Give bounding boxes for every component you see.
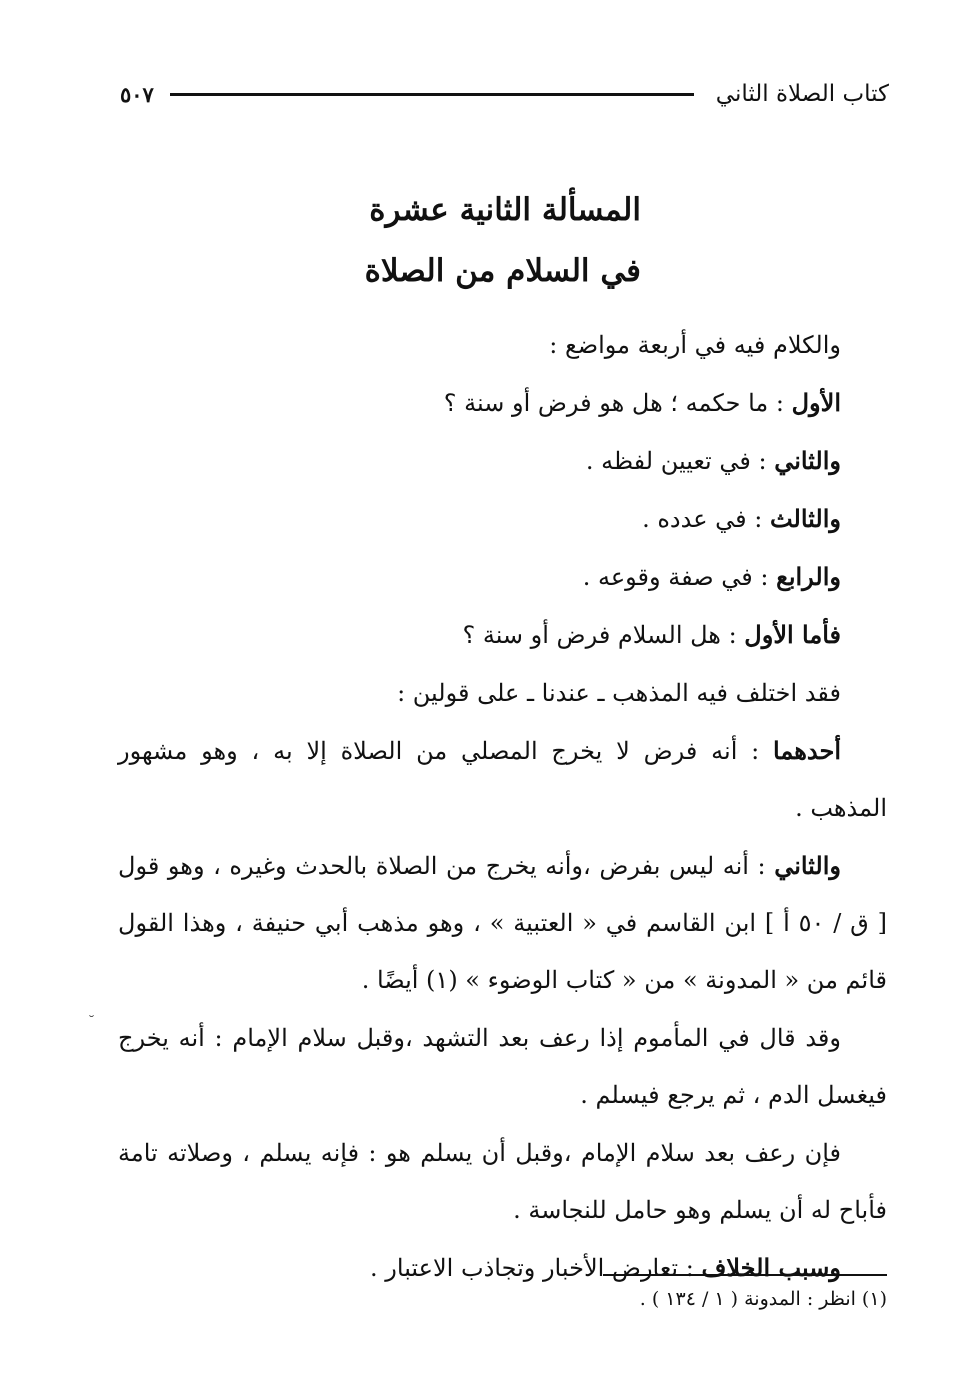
paragraph-lead: فأما الأول: [744, 620, 841, 649]
paragraph-lead: وسبب الخلاف: [701, 1253, 841, 1282]
footnote: (١) انظر : المدونة ( ١ / ١٣٤ ) .: [639, 1288, 887, 1310]
paragraph: [118, 374, 887, 432]
paragraph: [118, 316, 887, 374]
margin-mark: ˘: [88, 1014, 95, 1030]
body-text: [118, 316, 887, 1297]
paragraph-text: : هل السلام فرض أو سنة ؟: [462, 621, 745, 649]
chapter-subtitle: في السلام من الصلاة: [364, 253, 641, 289]
page-number: ٥٠٧: [120, 81, 154, 107]
paragraph: [118, 490, 887, 548]
footnote-rule: [603, 1274, 887, 1276]
chapter-title: المسألة الثانية عشرة: [369, 192, 641, 228]
paragraph-text: وقد قال في المأموم إذا رعف بعد التشهد ،وقبل سلام الإمام : أنه يخرج فيغسل الدم ، ثم يرجع فيسلم .: [118, 1024, 887, 1109]
paragraph-lead: والثاني: [774, 851, 841, 880]
paragraph-text: : أنه ليس بفرض ،وأنه يخرج من الصلاة بالحدث وغيره ، وهو قول [ ق / ٥٠ أ ] ابن القاسم في « العتبية » ، وهو مذهب أبي حنيفة ، وهذا القول قائم من « المدونة » من « كتاب الوضوء » (١) أيضًا .: [118, 852, 887, 994]
paragraph: [118, 1124, 887, 1239]
paragraph: [118, 1009, 887, 1124]
paragraph-text: فإن رعف بعد سلام الإمام ،وقبل أن يسلم هو : فإنه يسلم ، وصلاته تامة فأباح له أن يسلم وهو حامل للنجاسة .: [118, 1139, 887, 1224]
running-header: [120, 74, 889, 114]
paragraph-text: : أنه فرض لا يخرج المصلي من الصلاة إلا به ، وهو مشهور المذهب .: [118, 737, 887, 822]
paragraph-lead: الأول: [791, 388, 841, 417]
paragraph: [118, 722, 887, 837]
paragraph: [118, 432, 887, 490]
paragraph-lead: أحدهما: [773, 736, 841, 765]
running-title: كتاب الصلاة الثاني: [715, 81, 889, 107]
paragraph-text: والكلام فيه في أربعة مواضع :: [549, 331, 841, 359]
paragraph: [118, 548, 887, 606]
paragraph-text: فقد اختلف فيه المذهب ـ عندنا ـ على قولين :: [397, 679, 841, 707]
paragraph-text: : ما حكمه ؛ هل هو فرض أو سنة ؟: [443, 389, 792, 417]
header-rule: [170, 93, 694, 96]
paragraph-lead: والثالث: [769, 504, 841, 533]
paragraph-lead: والرابع: [776, 562, 841, 591]
paragraph-text: : في عدده .: [642, 505, 770, 533]
paragraph-text: : في تعيين لفظه .: [585, 447, 775, 475]
paragraph: [118, 837, 887, 1009]
paragraph-text: : تعارض الأخبار وتجاذب الاعتبار .: [370, 1254, 702, 1282]
paragraph: [118, 606, 887, 664]
paragraph-text: : في صفة وقوعه .: [582, 563, 777, 591]
paragraph-lead: والثاني: [774, 446, 841, 475]
paragraph: [118, 664, 887, 722]
